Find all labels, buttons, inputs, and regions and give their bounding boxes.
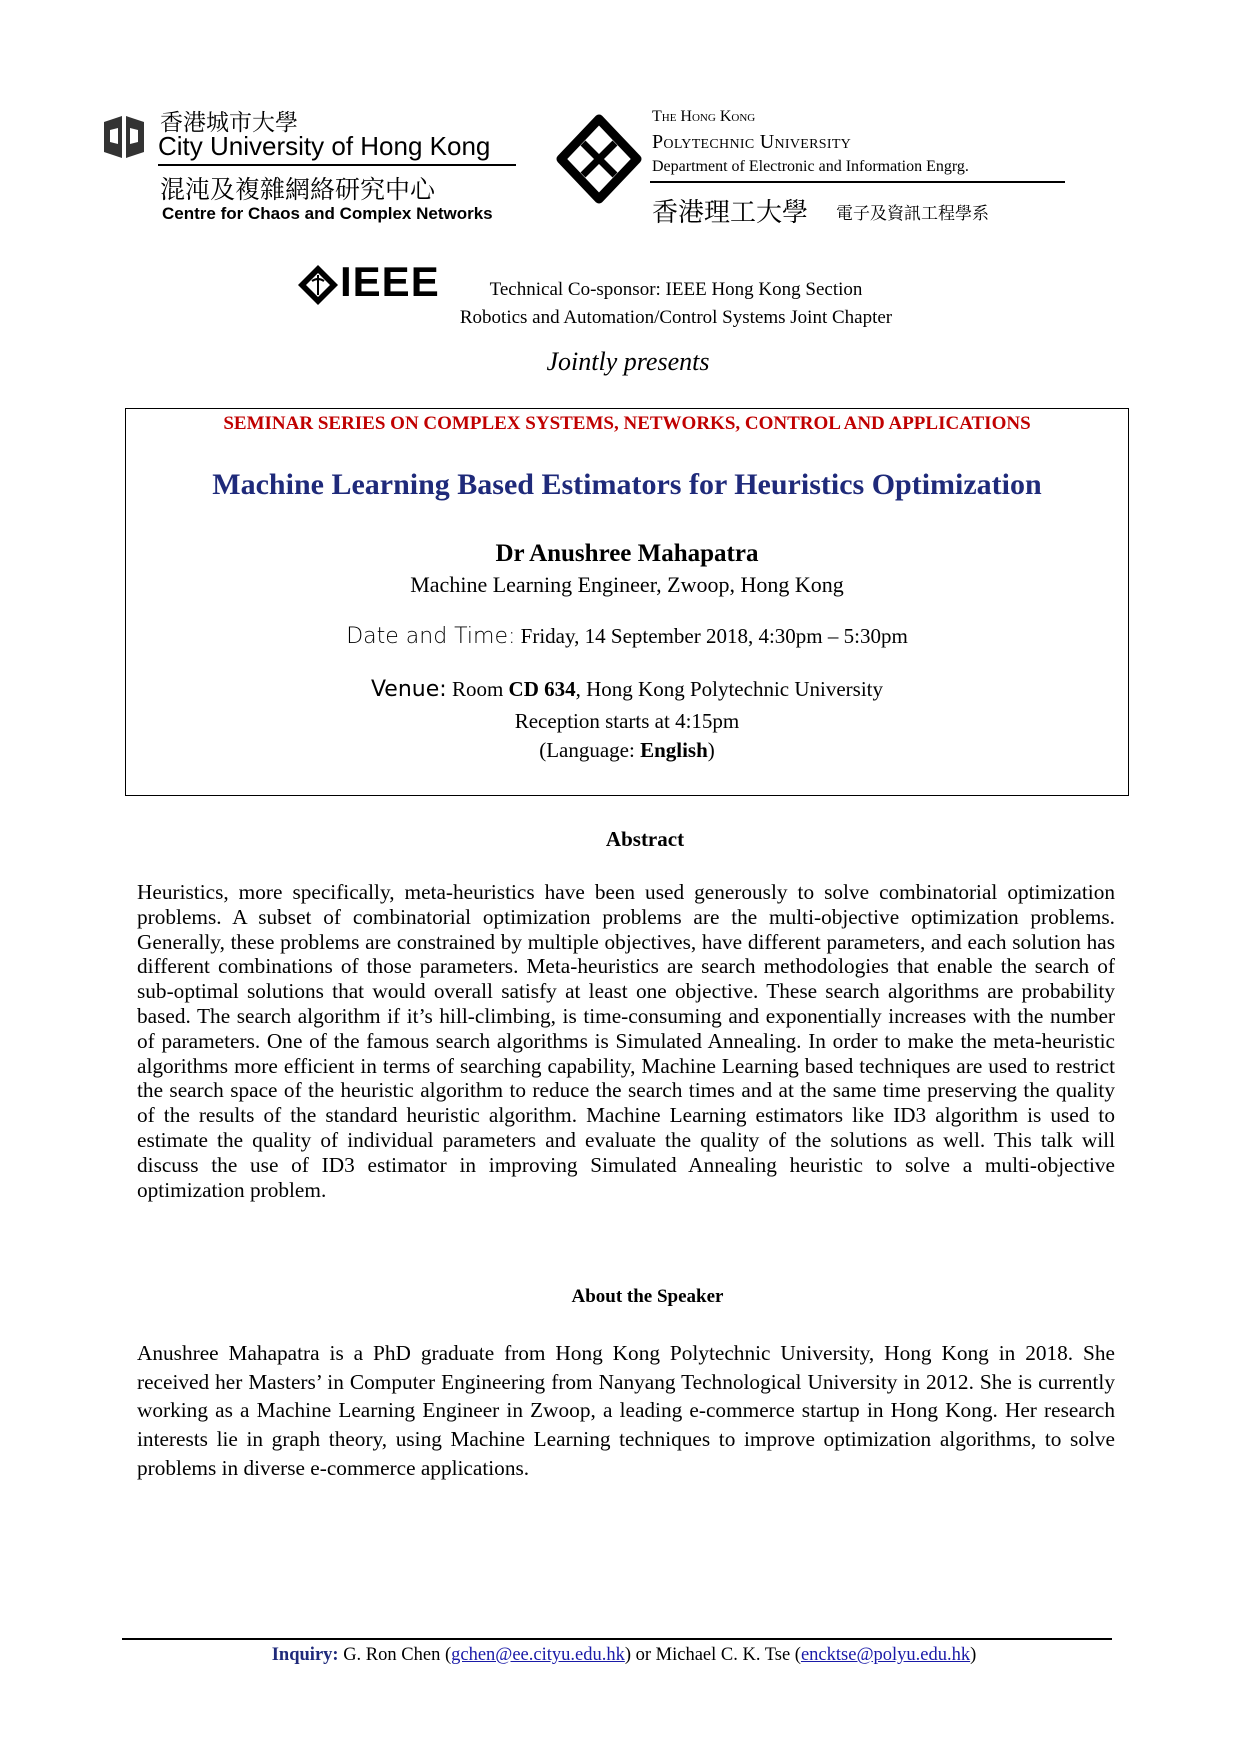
speaker-affiliation: Machine Learning Engineer, Zwoop, Hong Kong: [410, 572, 844, 597]
polyu-chinese-name: 香港理工大學: [652, 198, 809, 228]
contact-end: ): [970, 1645, 977, 1665]
contact2-email-link[interactable]: encktse@polyu.edu.hk: [800, 1645, 971, 1665]
centre-english-name: Centre for Chaos and Complex Networks: [162, 204, 493, 223]
cosponsor-line1: [0, 279, 1240, 301]
polyu-name-line2: Polytechnic University: [652, 131, 852, 153]
inquiry-footer: [0, 1645, 1240, 1666]
date-time-label: Date and Time:: [346, 624, 516, 649]
date-time: [125, 624, 1129, 649]
speaker-name: Dr Anushree Mahapatra: [495, 540, 759, 567]
centre-chinese-name: 混沌及複雜網絡研究中心: [160, 175, 436, 204]
about-speaker-body: Anushree Mahapatra is a PhD graduate from Hong Kong Polytechnic University, Hong Kong in 2018. She received her Masters’ in Computer Engineering from Nanyang Technological University in 2012. She is currently working as a Machine Learning Engineer in Zwoop, a leading e-commerce startup in Hong Kong. Her research interests lie in graph theory, using Machine Learning techniques to improve optimization algorithms, to solve problems in diverse e-commerce applications.: [137, 1341, 1115, 1480]
abstract-heading: Abstract: [605, 827, 685, 851]
reception-time: Reception starts at 4:15pm: [514, 709, 740, 733]
venue-suffix: , Hong Kong Polytechnic University: [575, 677, 884, 701]
language: [125, 738, 1129, 763]
polyu-logo-icon: [555, 113, 643, 205]
about-speaker-heading: About the Speaker: [571, 1286, 724, 1307]
polyu-chinese-department: 電子及資訊工程學系: [836, 204, 989, 224]
talk-title: Machine Learning Based Estimators for Heuristics Optimization: [212, 468, 1042, 501]
cityu-english-name: City University of Hong Kong: [158, 131, 491, 161]
language-suffix: ): [707, 738, 715, 762]
cityu-divider: [158, 164, 516, 166]
jointly-presents: Jointly presents: [546, 347, 710, 376]
cosponsor-line2: Robotics and Automation/Control Systems Joint Chapter: [459, 307, 893, 328]
language-value: English: [640, 738, 708, 762]
venue-prefix: Room: [446, 677, 509, 701]
footer-divider: [122, 1638, 1112, 1640]
venue: [125, 677, 1129, 702]
cityu-chinese-name: 香港城市大學: [160, 110, 298, 136]
polyu-name-line1: The Hong Kong: [652, 108, 756, 125]
polyu-department: Department of Electronic and Information Engrg.: [652, 158, 969, 175]
date-time-value: Friday, 14 September 2018, 4:30pm – 5:30pm: [515, 624, 908, 648]
venue-label: Venue:: [370, 677, 447, 702]
contact1-email-link[interactable]: gchen@ee.cityu.edu.hk: [451, 1645, 625, 1665]
ieee-logo-text: IEEE: [340, 258, 440, 305]
contact1-name: G. Ron Chen (: [338, 1645, 452, 1665]
seminar-series: SEMINAR SERIES ON COMPLEX SYSTEMS, NETWORKS, CONTROL AND APPLICATIONS: [223, 413, 1031, 434]
inquiry-label: Inquiry:: [271, 1645, 339, 1665]
venue-room: CD 634: [508, 677, 576, 701]
abstract-body: Heuristics, more specifically, meta-heuristics have been used generously to solve combinatorial optimization problems. A subset of combinatorial optimization problems are the multi-objective optimization problems. Generally, these problems are constrained by multiple objectives, have different parameters, and each solution has different combinations of those parameters. Meta-heuristics are search methodologies that enable the search of sub-optimal solutions that would overall satisfy at least one objective. These search algorithms are probability based. The search algorithm if it’s hill-climbing, is time-consuming and exponentially increases with the number of parameters. One of the famous search algorithms is Simulated Annealing. In order to make the meta-heuristic algorithms more efficient in terms of searching capability, Machine Learning based techniques are used to restrict the search space of the heuristic algorithm to reduce the search times and at the same time preserving the quality of the results of the standard heuristic algorithm. Machine Learning estimators like ID3 algorithm is used to estimate the quality of individual parameters and evaluate the quality of the solutions as well. This talk will discuss the use of ID3 estimator in improving Simulated Annealing heuristic to solve a multi-objective optimization problem.: [137, 880, 1115, 1202]
polyu-divider: [650, 181, 1065, 183]
contact-middle: ) or Michael C. K. Tse (: [624, 1645, 801, 1665]
language-prefix: (Language:: [539, 738, 641, 762]
cosponsor-text: Technical Co-sponsor: IEEE Hong Kong Section: [489, 279, 863, 300]
cityu-logo-icon: [100, 112, 148, 162]
